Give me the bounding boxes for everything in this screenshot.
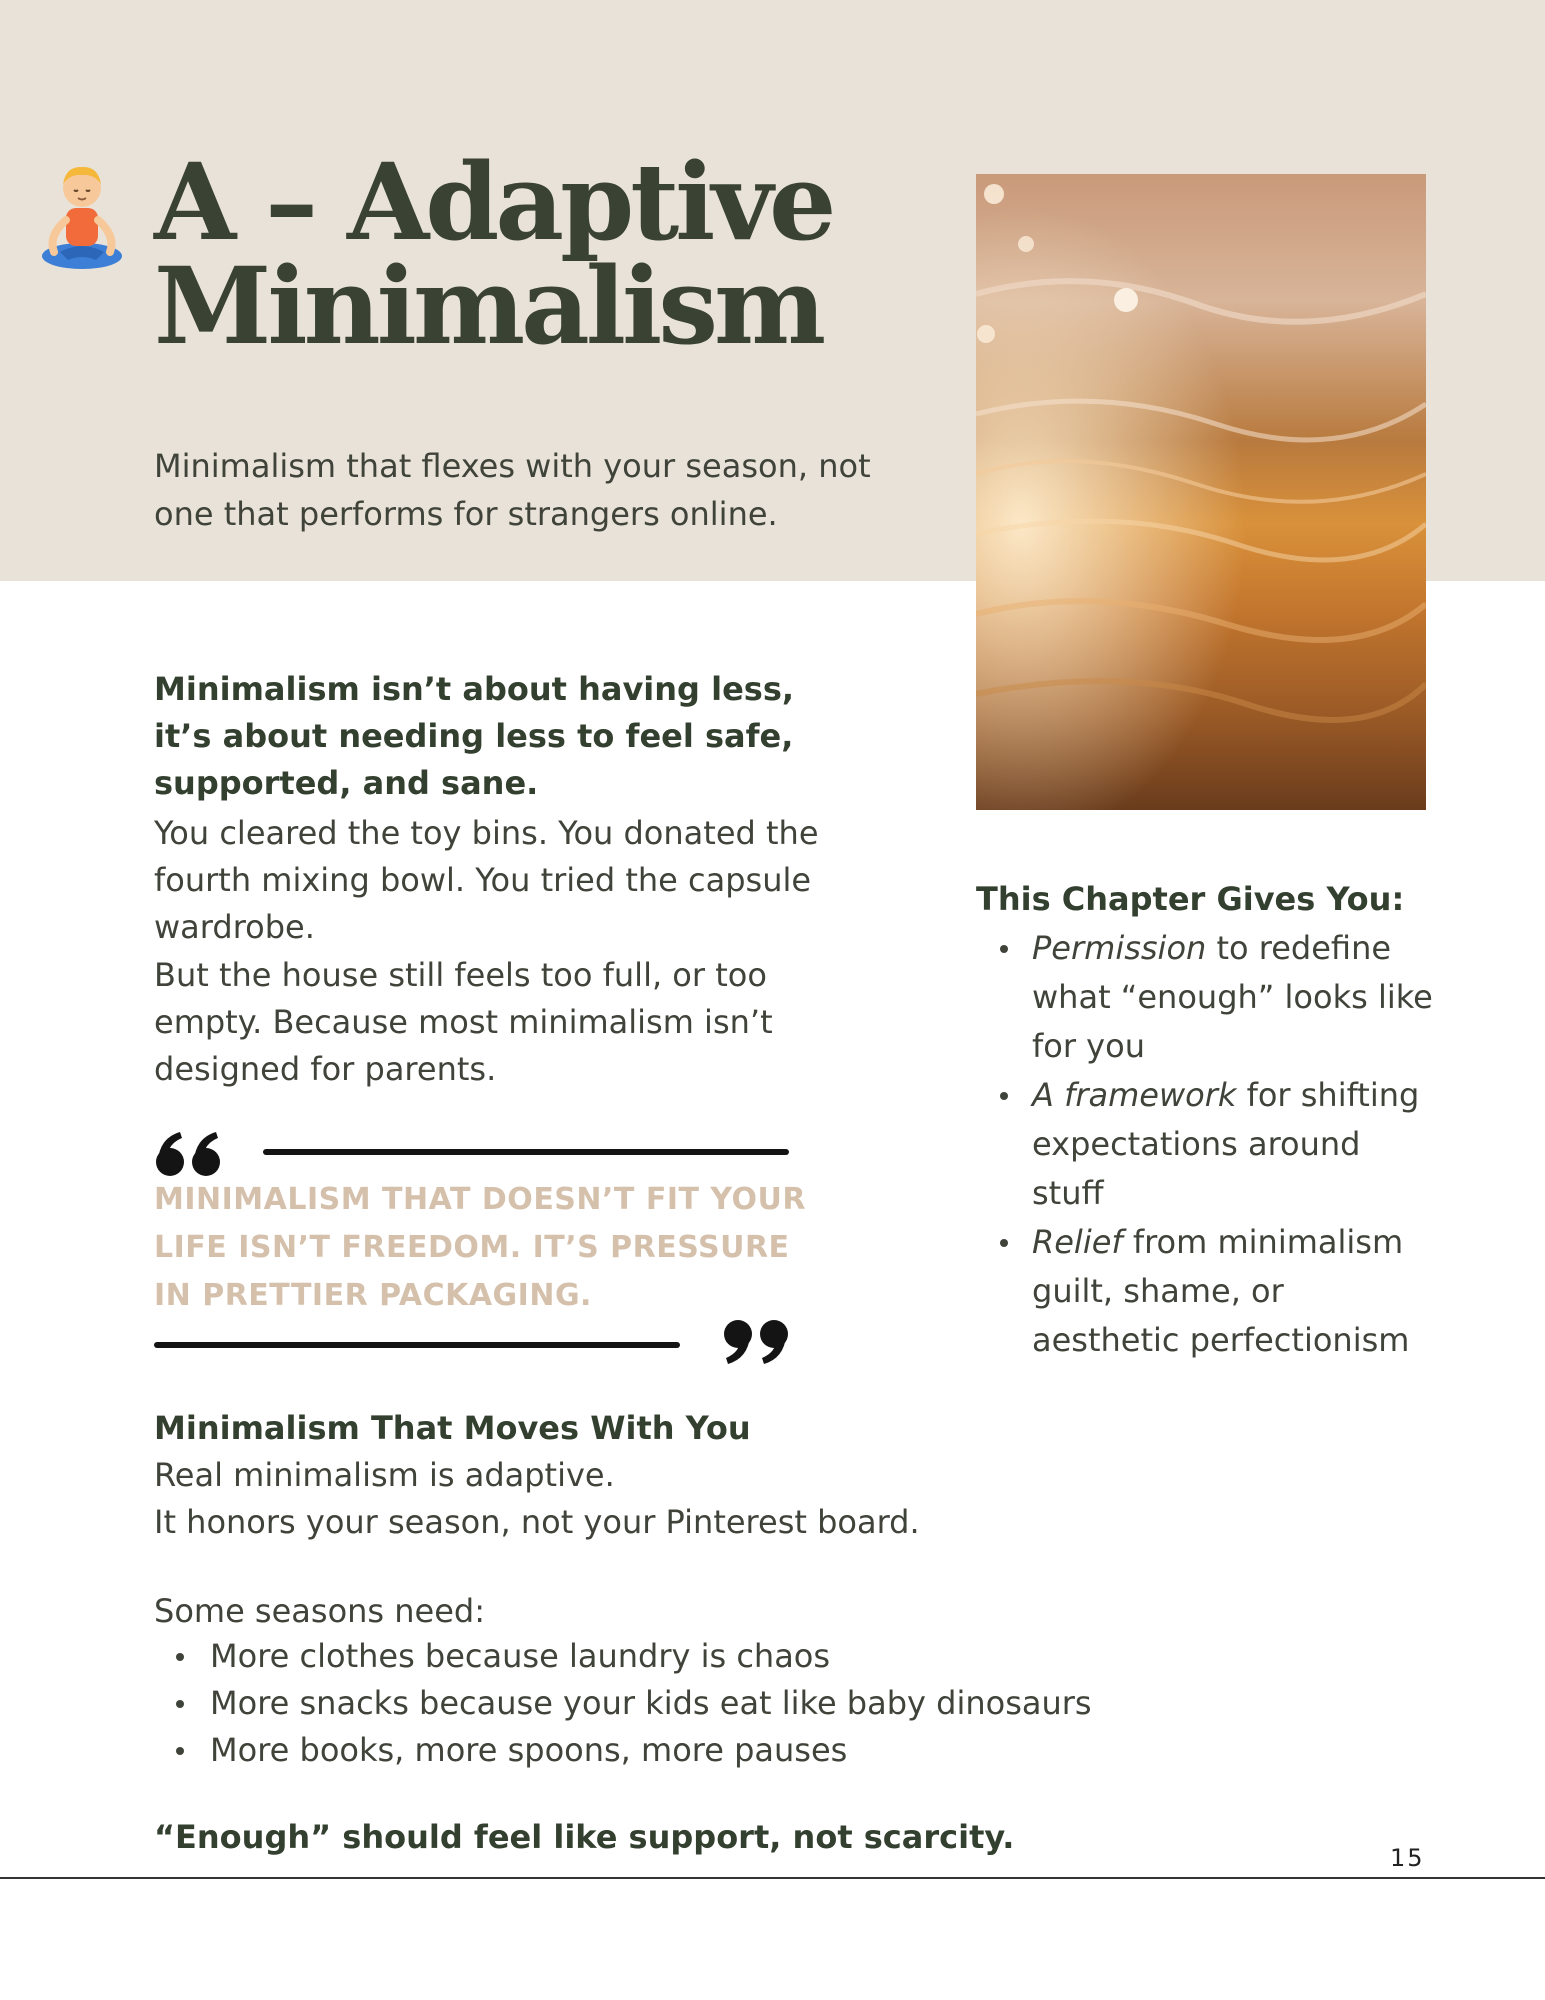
person-in-lotus-position-icon [38, 160, 126, 272]
list-item: More books, more spoons, more pauses [154, 1727, 1092, 1774]
intro-paragraph-1: You cleared the toy bins. You donated the fourth mixing bowl. You tried the capsule wardrobe. [154, 814, 819, 946]
benefit-emphasis: A framework [1032, 1076, 1237, 1114]
intro-bold-statement: Minimalism isn’t about having less, it’s about needing less to feel safe, supported, and sane. [154, 670, 795, 802]
quote-divider-bottom [154, 1342, 680, 1348]
section-line-2: It honors your season, not your Pinterest board. [154, 1503, 920, 1541]
section-line-1: Real minimalism is adaptive. [154, 1456, 615, 1494]
list-item [976, 1218, 1436, 1365]
close-quote-icon [720, 1318, 790, 1366]
list-item [976, 924, 1436, 1071]
list-item: More snacks because your kids eat like baby dinosaurs [154, 1680, 1092, 1727]
list-item: More clothes because laundry is chaos [154, 1633, 1092, 1680]
intro-paragraph-2: But the house still feels too full, or too empty. Because most minimalism isn’t designed for parents. [154, 956, 773, 1088]
open-quote-icon [154, 1130, 224, 1178]
sidebar-heading: This Chapter Gives You: [976, 880, 1405, 918]
benefit-text: from minimalism guilt, shame, or aesthetic perfectionism [1032, 1223, 1410, 1359]
footer-divider [0, 1877, 1545, 1879]
seasons-intro: Some seasons need: [154, 1592, 486, 1630]
section-heading: Minimalism That Moves With You [154, 1409, 751, 1447]
closing-statement: “Enough” should feel like support, not scarcity. [154, 1818, 1015, 1856]
chapter-benefits-list [976, 924, 1436, 1365]
page-title: A – Adaptive Minimalism [154, 139, 833, 368]
pull-quote: MINIMALISM THAT DOESN’T FIT YOUR LIFE ISN’T FREEDOM. IT’S PRESSURE IN PRETTIER PACKAGING. [154, 1182, 807, 1313]
list-item [976, 1071, 1436, 1218]
benefit-text: for shifting expectations around stuff [1032, 1076, 1420, 1212]
seasons-list [154, 1633, 1092, 1774]
page-number: 15 [1390, 1844, 1425, 1872]
page-subtitle: Minimalism that flexes with your season, not one that performs for strangers online. [154, 447, 871, 533]
section-body [154, 1452, 1054, 1546]
benefit-emphasis: Relief [1032, 1223, 1123, 1261]
quote-divider-top [263, 1149, 789, 1155]
water-ripple-photo [976, 174, 1426, 810]
benefit-emphasis: Permission [1032, 929, 1207, 967]
benefit-text: to redefine what “enough” looks like for you [1032, 929, 1433, 1065]
